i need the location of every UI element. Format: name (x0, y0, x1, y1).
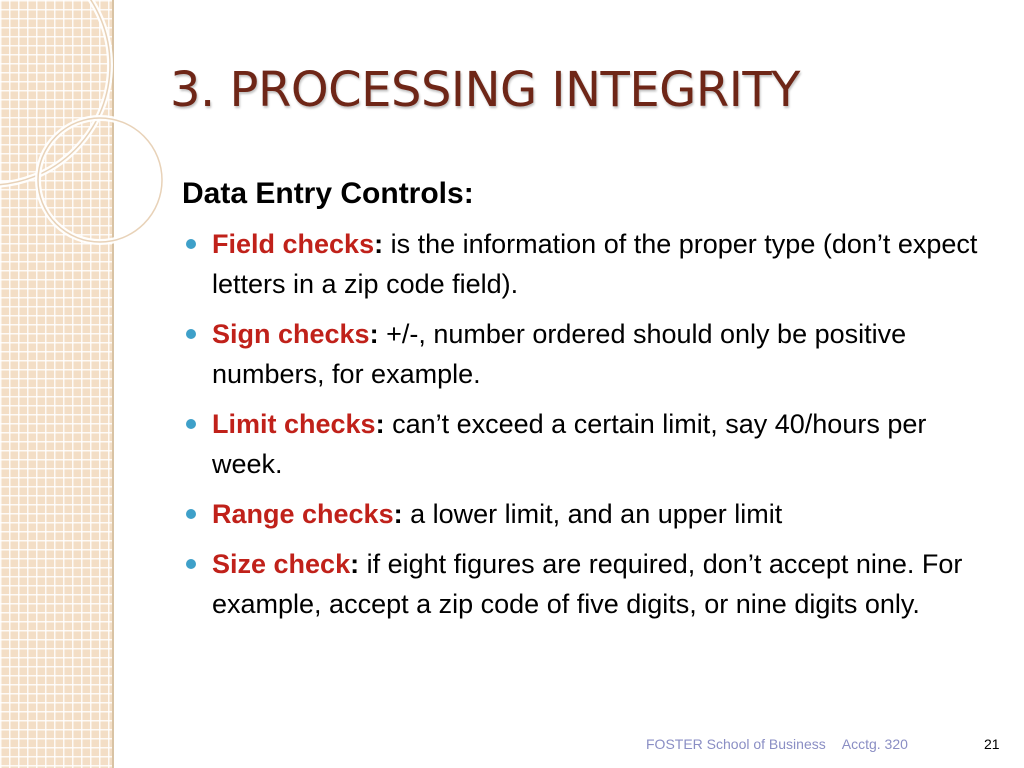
bullet-icon (186, 239, 196, 249)
bullet-text: if eight figures are required, don’t accept nine. For example, accept a zip code of five digits, or nine digits only. (212, 549, 963, 619)
bullet-term: Sign checks (212, 319, 370, 349)
bullet-list (182, 224, 997, 624)
bullet-text: is the information of the proper type (don’t expect letters in a zip code field). (212, 229, 978, 299)
slide-body (182, 172, 997, 634)
footer-course: Acctg. 320 (841, 736, 908, 752)
bullet-item-range-checks (182, 494, 997, 534)
bullet-icon (186, 329, 196, 339)
bullet-icon (186, 559, 196, 569)
slide-title: 3. PROCESSING INTEGRITY (170, 62, 800, 118)
bullet-item-field-checks (182, 224, 997, 304)
decorative-ring-top-inner (0, 0, 110, 185)
bullet-term: Field checks (212, 229, 375, 259)
bullet-item-size-check (182, 544, 997, 624)
bullet-colon: : (393, 499, 403, 529)
bullet-item-sign-checks (182, 314, 997, 394)
bullet-text: can’t exceed a certain limit, say 40/hours per week. (212, 409, 927, 479)
footer-school: FOSTER School of Business (646, 736, 826, 752)
bullet-term: Size check (212, 549, 351, 579)
bullet-icon (186, 509, 196, 519)
decorative-ring-top (0, 0, 110, 185)
section-subheading: Data Entry Controls: (182, 177, 474, 210)
bullet-term: Range checks (212, 499, 394, 529)
decorative-rings (0, 0, 200, 300)
bullet-colon: : (374, 229, 384, 259)
page-number: 21 (984, 736, 1000, 752)
bullet-term: Limit checks (212, 409, 376, 439)
decorative-ring-middle-inner (38, 118, 162, 242)
bullet-text: +/-, number ordered should only be positive numbers, for example. (212, 319, 907, 389)
bullet-colon: : (369, 319, 379, 349)
bullet-item-limit-checks (182, 404, 997, 484)
bullet-colon: : (350, 549, 360, 579)
footer (646, 736, 908, 752)
bullet-icon (186, 419, 196, 429)
bullet-text: a lower limit, and an upper limit (402, 499, 783, 529)
bullet-colon: : (375, 409, 385, 439)
